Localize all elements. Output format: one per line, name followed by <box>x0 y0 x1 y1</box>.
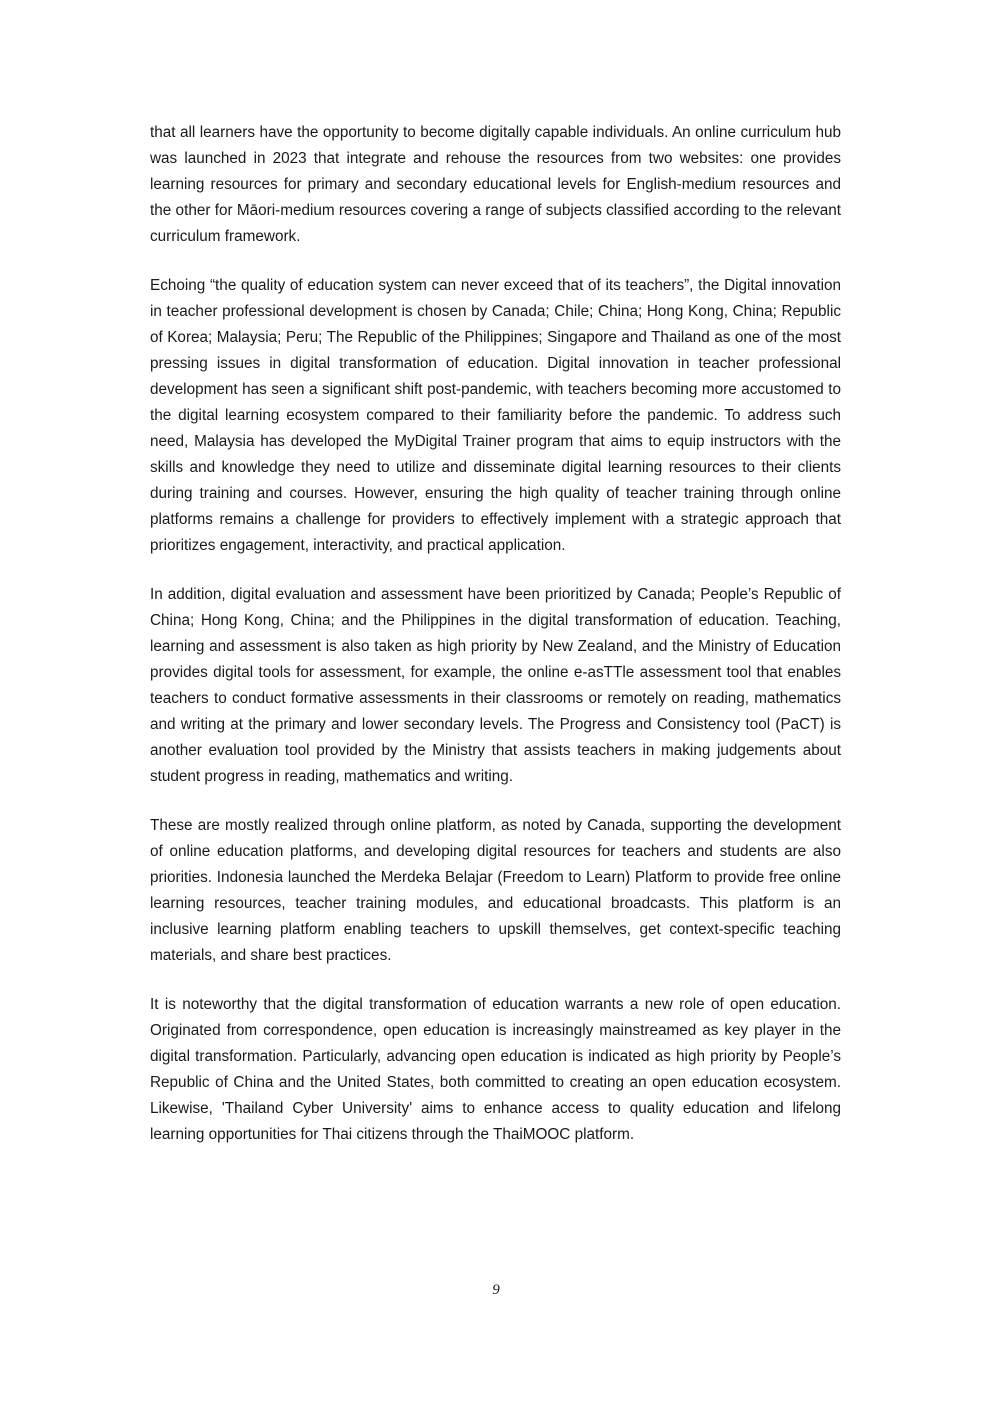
paragraph-online-platforms: These are mostly realized through online platform, as noted by Canada, supporting the development of online education platforms, and developing digital resources for teachers and students are also priorities. Indonesia launched the Merdeka Belajar (Freedom to Learn) Platform to provide free online learning resources, teacher training modules, and educational broadcasts. This platform is an inclusive learning platform enabling teachers to upskill themselves, get context-specific teaching materials, and share best practices. <box>150 817 841 964</box>
paragraph-digital-curriculum: that all learners have the opportunity to become digitally capable individuals. An online curriculum hub was launched in 2023 that integrate and rehouse the resources from two websites: one provides learning resources for primary and secondary educational levels for English-medium resources and the other for Māori-medium resources covering a range of subjects classified according to the relevant curriculum framework. <box>150 124 841 245</box>
page-body <box>150 120 841 1171</box>
paragraph-teacher-development: Echoing “the quality of education system can never exceed that of its teachers”, the Digital innovation in teacher professional development is chosen by Canada; Chile; China; Hong Kong, China; Republic of Korea; Malaysia; Peru; The Republic of the Philippines; Singapore and Thailand as one of the most pressing issues in digital transformation of education. Digital innovation in teacher professional development has seen a significant shift post-pandemic, with teachers becoming more accustomed to the digital learning ecosystem compared to their familiarity before the pandemic. To address such need, Malaysia has developed the MyDigital Trainer program that aims to equip instructors with the skills and knowledge they need to utilize and disseminate digital learning resources to their clients during training and courses. However, ensuring the high quality of teacher training through online platforms remains a challenge for providers to effectively implement with a strategic approach that prioritizes engagement, interactivity, and practical application. <box>150 277 841 554</box>
paragraph-open-education: It is noteworthy that the digital transformation of education warrants a new role of open education. Originated from correspondence, open education is increasingly mainstreamed as key player in the digital transformation. Particularly, advancing open education is indicated as high priority by People’s Republic of China and the United States, both committed to creating an open education ecosystem. Likewise, 'Thailand Cyber University' aims to enhance access to quality education and lifelong learning opportunities for Thai citizens through the ThaiMOOC platform. <box>150 996 841 1143</box>
paragraph-digital-assessment: In addition, digital evaluation and assessment have been prioritized by Canada; People’s Republic of China; Hong Kong, China; and the Philippines in the digital transformation of education. Teaching, learning and assessment is also taken as high priority by New Zealand, and the Ministry of Education provides digital tools for assessment, for example, the online e-asTTle assessment tool that enables teachers to conduct formative assessments in their classrooms or remotely on reading, mathematics and writing at the primary and lower secondary levels. The Progress and Consistency tool (PaCT) is another evaluation tool provided by the Ministry that assists teachers in making judgements about student progress in reading, mathematics and writing. <box>150 586 841 785</box>
page-number: 9 <box>492 1282 500 1298</box>
